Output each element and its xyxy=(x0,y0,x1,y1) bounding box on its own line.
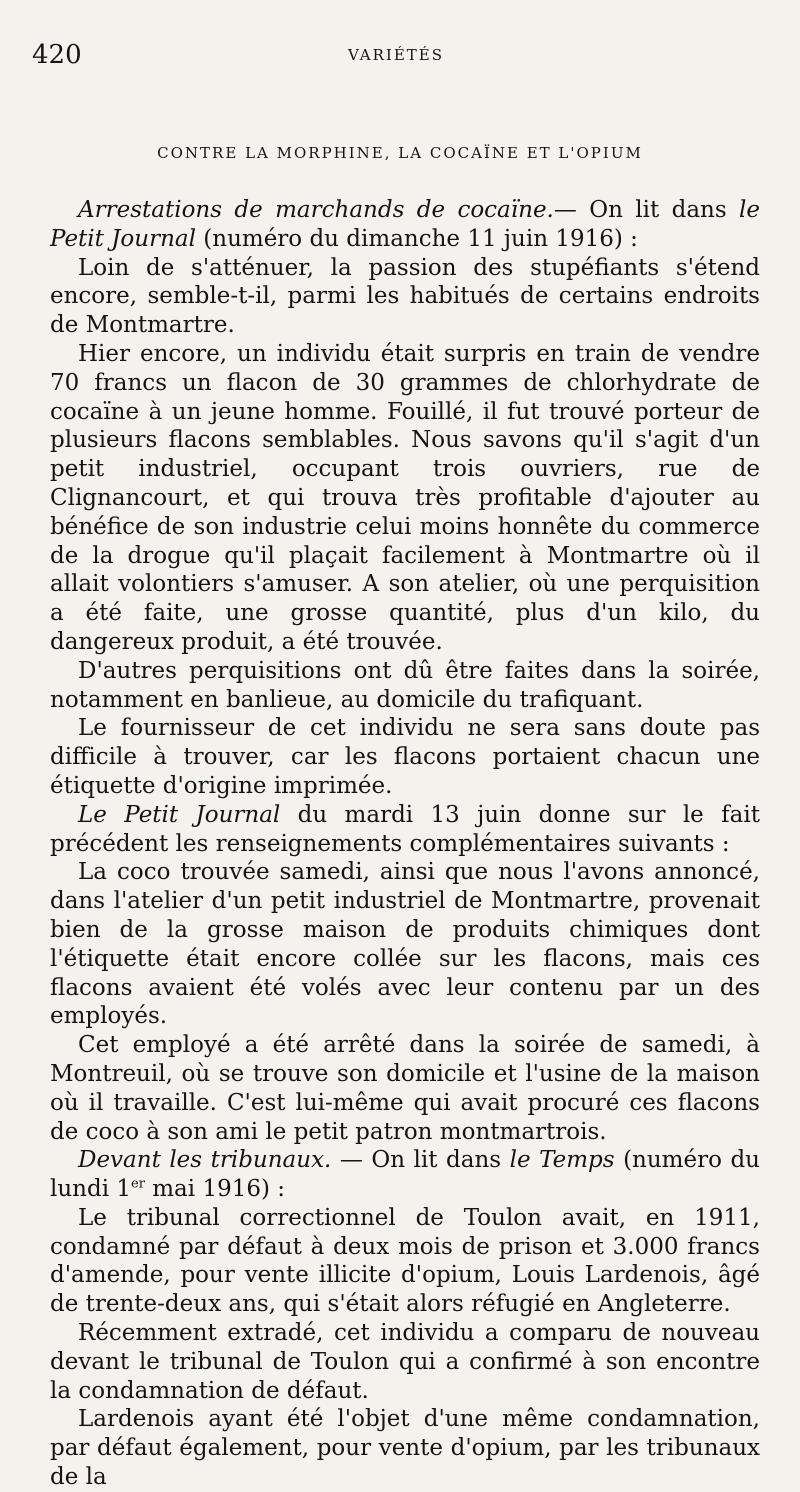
p9-tail-a: (numéro du lundi 1 xyxy=(50,1147,760,1203)
paragraph-6 xyxy=(50,801,760,859)
page-number: 420 xyxy=(32,40,82,70)
source-petit-journal: le Petit Journal xyxy=(50,197,761,252)
p1-tail: (numéro du dimanche 11 juin 1916) : xyxy=(195,225,638,252)
paragraph-5: Le fournisseur de cet individu ne sera sans doute pas difficile à trouver, car les flacons portaient chacun une étiquette d'origine imprimée. xyxy=(50,715,760,799)
paragraph-10: Le tribunal correctionnel de Toulon avait, en 1911, condamné par défaut à deux mois de prison et 3.000 francs d'amende, pour vente illicite d'opium, Louis Lardenois, âgé de trente-deux ans, qui s'était alors réfugié en Angleterre. xyxy=(50,1204,760,1318)
section-title: CONTRE LA MORPHINE, LA COCAÏNE ET L'OPIUM xyxy=(157,144,643,162)
rubric-tribunaux: Devant les tribunaux. xyxy=(78,1147,332,1174)
paragraph-12: Lardenois ayant été l'objet d'une même condamnation, par défaut également, pour vente d'opium, par les tribunaux de la xyxy=(50,1406,760,1491)
ordinal-superscript: er xyxy=(131,1176,145,1192)
p6-tail: du mardi 13 juin donne sur le fait précédent les renseignements complémentaires suivants : xyxy=(50,801,760,857)
article-body xyxy=(50,196,760,1492)
paragraph-8: Cet employé a été arrêté dans la soirée de samedi, à Montreuil, où se trouve son domicile et l'usine de la maison où il travaille. C'est lui-même qui avait procuré ces flacons de coco à son ami le petit patron montmartrois. xyxy=(50,1032,760,1145)
p1-mid: — On lit dans xyxy=(553,197,740,223)
p9-mid: — On lit dans xyxy=(331,1147,510,1174)
paragraph-11: Récemment extradé, cet individu a comparu de nouveau devant le tribunal de Toulon qui a confirmé à son encontre la condamnation de défaut. xyxy=(50,1320,760,1404)
p9-tail-b: mai 1916) : xyxy=(144,1176,286,1203)
source-petit-journal-2: Le Petit Journal xyxy=(78,801,281,828)
rubric-arrestations: Arrestations de marchands de cocaïne. xyxy=(78,197,554,223)
paragraph-1 xyxy=(50,196,760,254)
paragraph-7: La coco trouvée samedi, ainsi que nous l'avons annoncé, dans l'atelier d'un petit industriel de Montmartre, provenait bien de la grosse maison de produits chimiques dont l'étiquette était encore collée sur les flacons, mais ces flacons avaient été volés avec leur contenu par un des employés. xyxy=(50,859,760,1030)
paragraph-3: Hier encore, un individu était surpris en train de vendre 70 francs un flacon de 30 grammes de chlorhydrate de cocaïne à un jeune homme. Fouillé, il fut trouvé porteur de plusieurs flacons semblables. Nous savons qu'il s'agit d'un petit industriel, occupant trois ouvriers, rue de Clignancourt, et qui trouva très profitable d'ajouter au bénéfice de son industrie celui moins honnête du commerce de la drogue qu'il plaçait facilement à Montmartre où il allait volontiers s'amuser. A son atelier, où une perquisition a été faite, une grosse quantité, plus d'un kilo, du dangereux produit, a été trouvée. xyxy=(50,340,760,655)
running-title: VARIÉTÉS xyxy=(347,46,445,64)
paragraph-2: Loin de s'atténuer, la passion des stupéfiants s'étend encore, semble-t-il, parmi les habitués de certains endroits de Montmartre. xyxy=(50,254,760,339)
source-le-temps: le Temps xyxy=(509,1147,615,1174)
paragraph-4: D'autres perquisitions ont dû être faites dans la soirée, notamment en banlieue, au domicile du trafiquant. xyxy=(50,657,760,713)
paragraph-9 xyxy=(50,1146,760,1204)
page-header xyxy=(32,40,760,80)
